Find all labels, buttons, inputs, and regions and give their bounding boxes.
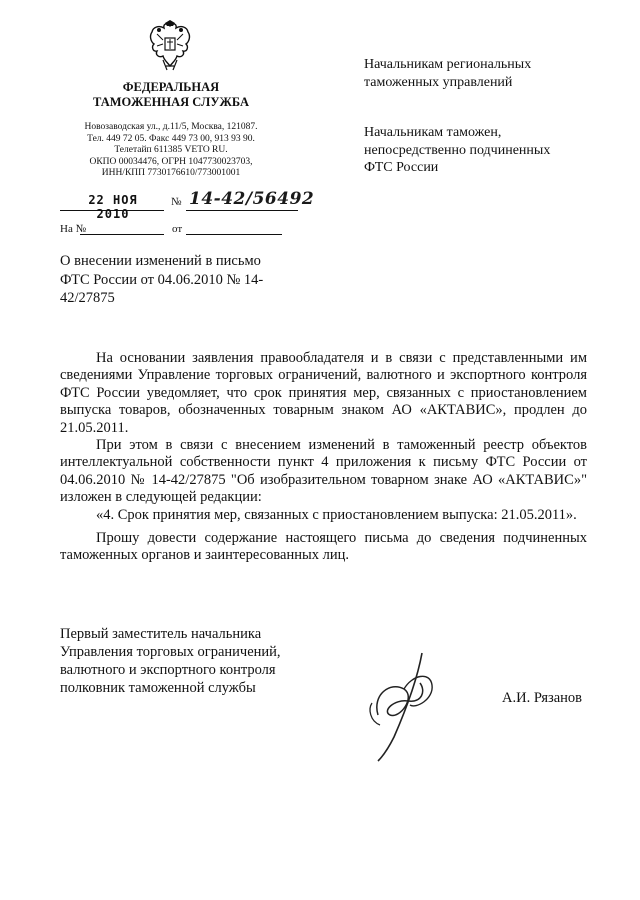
contacts-address: Новозаводская ул., д.11/5, Москва, 121087. — [84, 122, 258, 132]
body-paragraph-1: На основании заявления правообладателя и в связи с представленными им сведениями Управление торговых ограничений, валютного и экспортного контроля ФТС России уведомляет, что срок принятия мер, связанных с приостановлением выпуска товаров, обозначенных товарным знаком АО «АКТАВИС», продлен до 21.05.2011. — [60, 350, 587, 436]
letter-number: 14-42/56492 — [189, 189, 315, 209]
signer-name: А.И. Рязанов — [502, 690, 583, 706]
reference-date-label: от — [172, 223, 183, 235]
subject-line: ФТС России от 04.06.2010 № 14- — [60, 271, 264, 288]
reference-number-underline — [80, 234, 164, 235]
signer-line: Первый заместитель начальника — [60, 626, 262, 642]
recipient-block-1 — [364, 56, 614, 91]
recipient-line: Начальникам таможен, — [364, 125, 502, 140]
org-line-1: ФЕДЕРАЛЬНАЯ — [122, 80, 220, 94]
letter-subject — [60, 252, 290, 308]
letter-body — [60, 350, 587, 565]
recipient-line: Начальникам региональных — [364, 57, 532, 72]
coat-of-arms-icon — [145, 20, 195, 72]
contacts-phone: Тел. 449 72 05. Факс 449 73 00, 913 93 90. — [87, 133, 255, 144]
signer-line: Управления торговых ограничений, — [60, 644, 281, 660]
recipient-line: таможенных управлений — [364, 74, 513, 90]
subject-line: 42/27875 — [60, 290, 115, 306]
organization-name — [60, 80, 282, 110]
recipient-line: непосредственно подчиненных — [364, 142, 551, 158]
letter-date: 22 НОЯ 2010 — [88, 193, 138, 221]
recipient-line: ФТС России — [364, 160, 439, 175]
subject-line: О внесении изменений в письмо — [60, 253, 261, 269]
signer-position — [60, 625, 360, 697]
reference-number-label: На № — [60, 223, 87, 235]
recipient-block-2 — [364, 124, 614, 177]
org-line-2: ТАМОЖЕННАЯ СЛУЖБА — [93, 95, 249, 109]
body-paragraph-4: Прошу довести содержание настоящего письма до сведения подчиненных таможенных органов и заинтересованных лиц. — [60, 530, 587, 564]
signature-icon — [360, 645, 460, 765]
body-paragraph-2: При этом в связи с внесением изменений в таможенный реестр объектов интеллектуальной собственности пункт 4 приложения к письму ФТС России от 04.06.2010 № 14-42/27875 "Об изобразительном товарном знаке АО «АКТАВИС»" изложен в следующей редакции: — [60, 437, 587, 506]
signer-line: полковник таможенной службы — [60, 680, 256, 696]
contacts-teletype: Телетайп 611385 VETO RU. — [114, 145, 228, 156]
contacts-inn: ИНН/КПП 7730176610/773001001 — [101, 168, 241, 179]
number-label: № — [171, 196, 182, 208]
number-underline — [186, 210, 298, 211]
organization-contacts — [60, 122, 282, 180]
contacts-okpo: ОКПО 00034476, ОГРН 1047730023703, — [89, 156, 253, 167]
signer-line: валютного и экспортного контроля — [60, 662, 276, 678]
body-paragraph-3: «4. Срок принятия мер, связанных с приостановлением выпуска: 21.05.2011». — [96, 506, 577, 523]
reference-date-underline — [186, 234, 282, 235]
date-underline — [60, 210, 164, 211]
